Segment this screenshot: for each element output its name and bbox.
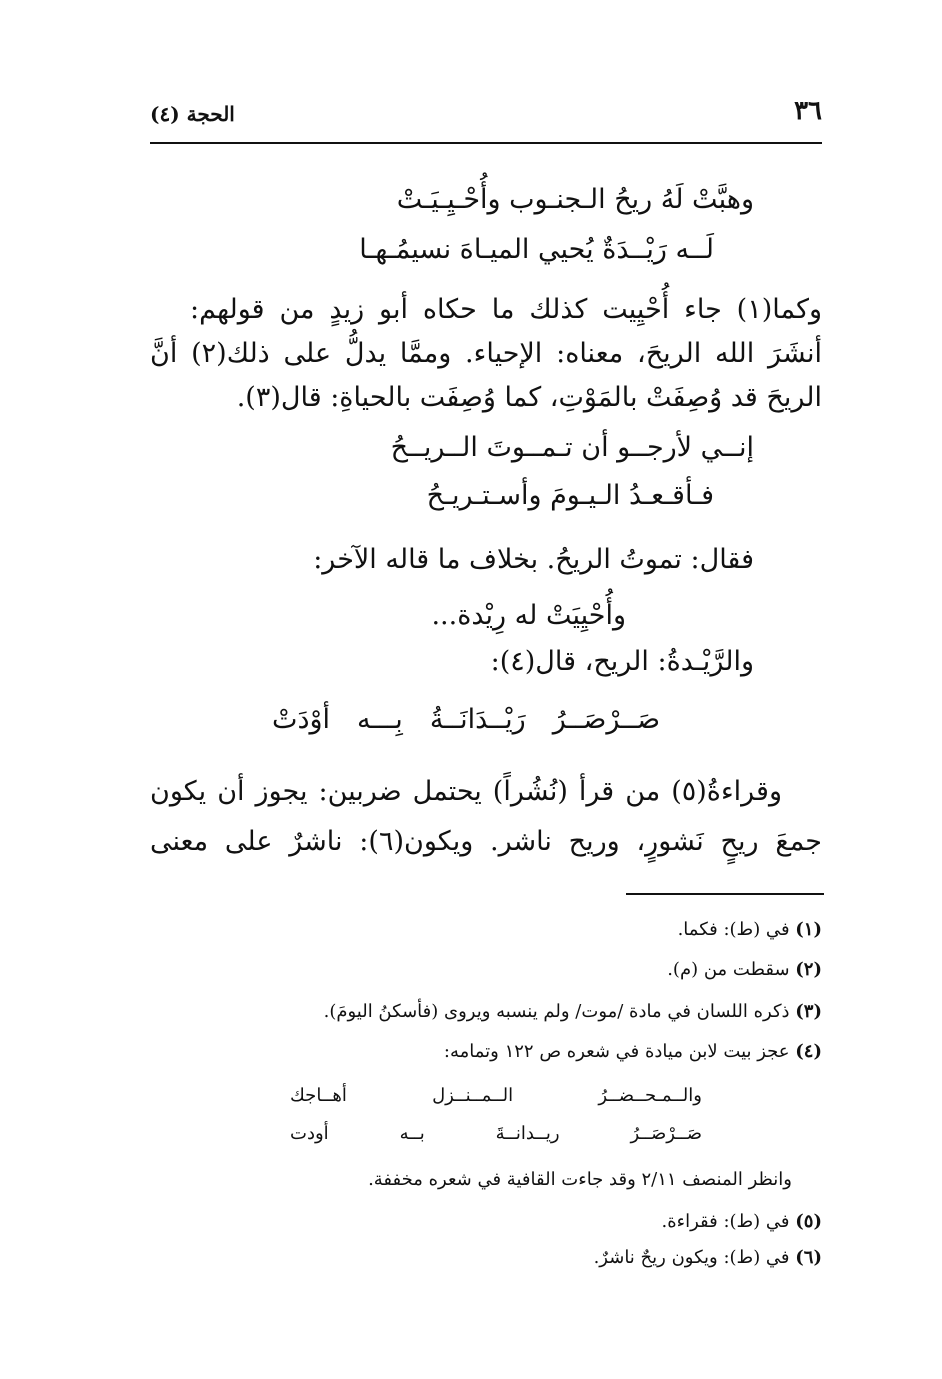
header-rule bbox=[150, 142, 822, 144]
footnote-number: (٤) bbox=[795, 1041, 822, 1062]
running-title: الحجة (٤) bbox=[150, 102, 235, 126]
verse-word: والــمـحــضــرُ bbox=[598, 1085, 702, 1106]
verse3: وأُحْيِيَتْ له رِيْدة... bbox=[431, 600, 626, 631]
verse2-hemistich-b: فـأقـعـدُ الـيـومَ وأسـتـريـحُ bbox=[426, 480, 714, 511]
verse4-word: رَيْــدَانَــةُ bbox=[429, 704, 526, 735]
verse-word: أهــاجك bbox=[290, 1085, 347, 1106]
footnote-1 bbox=[678, 916, 822, 944]
footnote-number: (١) bbox=[795, 919, 822, 940]
footnote-rule bbox=[626, 893, 824, 895]
footnote-3 bbox=[324, 998, 822, 1026]
para1-line2: أنشَرَ الله الريحَ، معناه: الإحياء. وممَّا يدلُّ على ذلك(٢) أنَّ bbox=[150, 338, 822, 369]
footnote-text: في (ط): فقراءة. bbox=[661, 1211, 796, 1232]
page-number: ٣٦ bbox=[794, 96, 822, 126]
footnote-4-verse1 bbox=[290, 1082, 702, 1110]
footnote-number: (٥) bbox=[795, 1211, 822, 1232]
verse4-word: بِـــه bbox=[357, 704, 403, 735]
line-rayda: والرَّيْـدةُ: الريح، قال(٤): bbox=[490, 646, 754, 677]
line-qal: فقال: تموتُ الريحُ. بخلاف ما قاله الآخر: bbox=[313, 544, 754, 575]
footnote-4 bbox=[444, 1038, 822, 1066]
verse1-hemistich-b: لَــه رَيْــدَةٌ يُحيي الميـاهَ نسيمُـهـا bbox=[359, 234, 714, 265]
footnote-text: في (ط): فكما. bbox=[677, 919, 796, 940]
para2-line2: جمعَ ريحٍ نَشورٍ، وريح ناشر. ويكون(٦): ناشرٌ على معنى bbox=[150, 826, 822, 857]
footnote-text: ذكره اللسان في مادة /موت/ ولم ينسبه ويروى (فأسكنُ اليومَ). bbox=[323, 1001, 796, 1022]
footnote-number: (٦) bbox=[795, 1247, 822, 1268]
para1-line3: الريحَ قد وُصِفَتْ بالمَوْتِ، كما وُصِفَت بالحياةِ: قال(٣). bbox=[236, 382, 822, 413]
verse-word: صَــرْصَــرُ bbox=[630, 1123, 702, 1144]
footnote-6 bbox=[594, 1244, 822, 1272]
verse-word: ريــدانــةَ bbox=[495, 1123, 560, 1144]
footnote-number: (٢) bbox=[795, 959, 822, 980]
footnote-5 bbox=[661, 1208, 822, 1236]
verse4-word: صَــرْصَــرُ bbox=[552, 704, 660, 735]
verse-word: أودت bbox=[290, 1123, 329, 1144]
para2-line1: وقراءةُ(٥) من قرأ (نُشُراً) يحتمل ضربين: يجوز أن يكون bbox=[150, 776, 782, 807]
footnote-text: في (ط): ويكون ريحٌ ناشرٌ. bbox=[593, 1247, 796, 1268]
footnote-4-note: وانظر المنصف ٢/١١ وقد جاءت القافية في شعره مخففة. bbox=[368, 1169, 792, 1190]
footnote-text: سقطت من (م). bbox=[667, 959, 796, 980]
verse4-word: أوْدَتْ bbox=[272, 704, 331, 735]
footnote-4-verse2 bbox=[290, 1120, 702, 1148]
verse4 bbox=[272, 700, 660, 740]
footnote-number: (٣) bbox=[795, 1001, 822, 1022]
footnote-2 bbox=[667, 956, 822, 984]
verse1-hemistich-a: وهبَّتْ لَهُ ريحُ الـجنـوب وأُحْـيِـيَـتْ bbox=[396, 184, 754, 215]
para1-line1: وكما(١) جاء أُحْيِيت كذلك ما حكاه أبو زيدٍ من قولهم: bbox=[190, 294, 822, 325]
verse-word: بــه bbox=[399, 1123, 425, 1144]
verse-word: الــمــنــزل bbox=[432, 1085, 514, 1106]
verse2-hemistich-a: إنــي لأرجــو أن تـمــوتَ الــريــحُ bbox=[390, 432, 754, 463]
running-header bbox=[150, 96, 822, 136]
footnote-text: عجز بيت لابن ميادة في شعره ص ١٢٢ وتمامه: bbox=[443, 1041, 796, 1062]
